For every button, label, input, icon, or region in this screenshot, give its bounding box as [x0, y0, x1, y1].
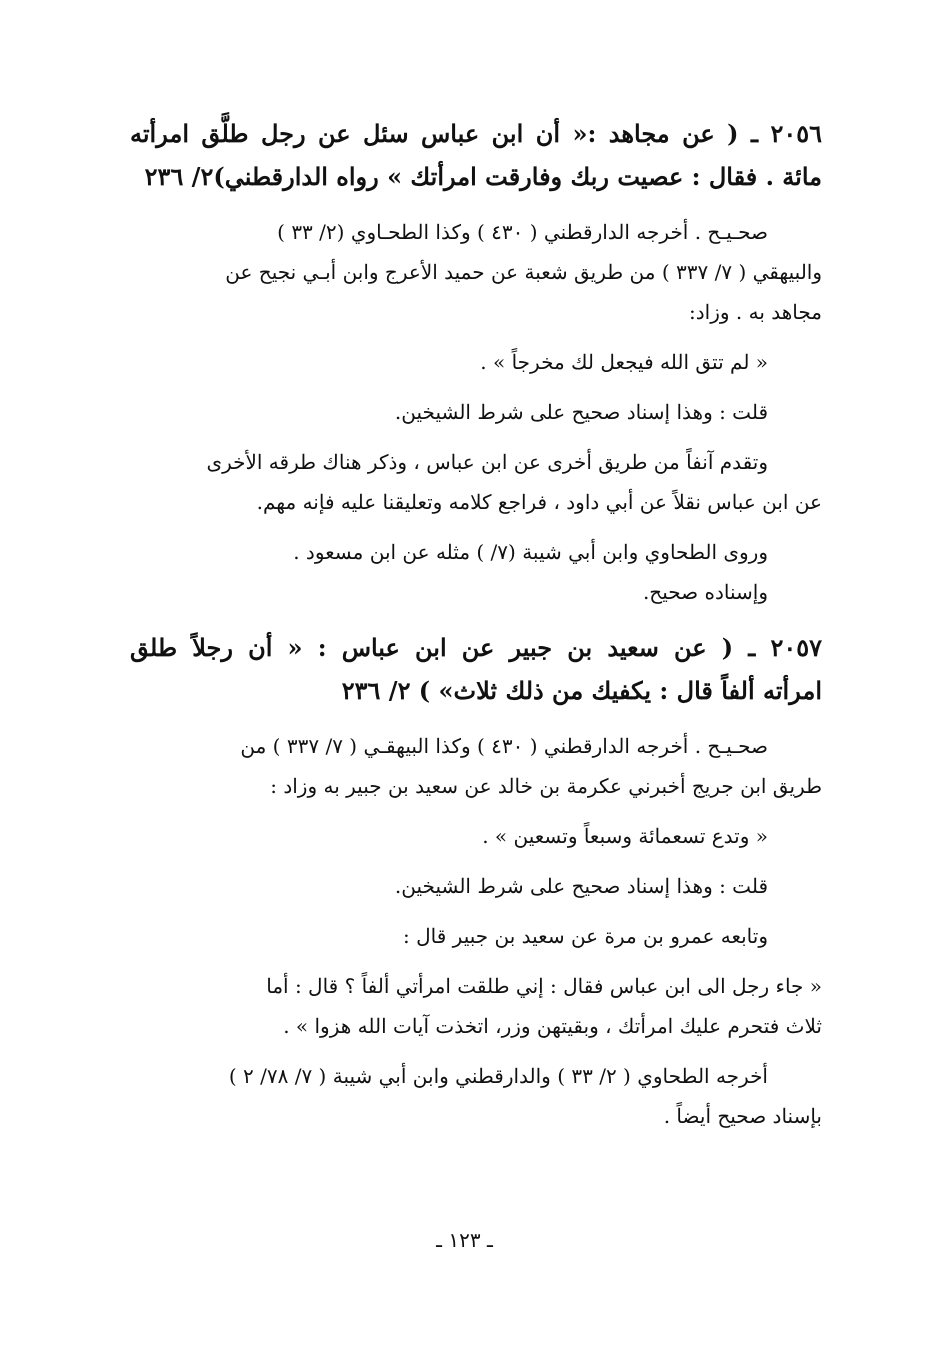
- takhrij-2056-line-1: صحـيـح . أخرجه الدارقطني ( ٤٣٠ ) وكذا الطحـاوي (٢/ ٣٣ ): [277, 220, 768, 244]
- page-number: ـ ١٢٣ ـ: [436, 1228, 493, 1252]
- cross-reference-line-2: عن ابن عباس نقلاً عن أبي داود ، فراجع كلامه وتعليقنا عليه فإنه مهم.: [256, 490, 822, 514]
- takhrij-2056-line-2: والبيهقي ( ٧/ ٣٣٧ ) من طريق شعبة عن حميد الأعرج وابن أبـي نجيح عن: [225, 260, 822, 284]
- takhrij-2056-line-3: مجاهد به . وزاد:: [689, 300, 822, 324]
- supporting-narration-line-2: ثلاث فتحرم عليك امرأتك ، وبقيتهن وزر، اتخذت آيات الله هزوا » .: [283, 1014, 822, 1038]
- quoted-addition-2056: « لم تتق الله فيجعل لك مخرجاً » .: [480, 350, 768, 374]
- cross-reference-line-1: وتقدم آنفاً من طريق أخرى عن ابن عباس ، وذكر هناك طرقه الأخرى: [206, 450, 768, 474]
- additional-narration-line-1: وروى الطحاوي وابن أبي شيبة (٧/ ) مثله عن ابن مسعود .: [293, 540, 768, 564]
- page-content: [130, 112, 822, 1136]
- takhrij-2057-line-1: صحـيـح . أخرجه الدارقطني ( ٤٣٠ ) وكذا البيهقـي ( ٧/ ٣٣٧ ) من: [240, 734, 768, 758]
- final-takhrij-line-1: أخرجه الطحاوي ( ٢/ ٣٣ ) والدارقطني وابن أبي شيبة ( ٧/ ٧٨/ ٢ ): [228, 1064, 768, 1088]
- supporting-narration-line-1: « جاء رجل الى ابن عباس فقال : إني طلقت امرأتي ألفاً ؟ قال : أما: [266, 974, 822, 998]
- author-note-2056: قلت : وهذا إسناد صحيح على شرط الشيخين.: [394, 400, 768, 424]
- hadith-2057-line-2: امرأته ألفاً قال : يكفيك من ذلك ثلاث» ) ٢/ ٢٣٦: [341, 676, 822, 705]
- additional-narration-line-2: وإسناده صحيح.: [642, 580, 768, 604]
- supporting-chain: وتابعه عمرو بن مرة عن سعيد بن جبير قال :: [403, 924, 768, 948]
- author-note-2057: قلت : وهذا إسناد صحيح على شرط الشيخين.: [394, 874, 768, 898]
- quoted-addition-2057: « وتدع تسعمائة وسبعاً وتسعين » .: [482, 824, 768, 848]
- hadith-2056-line-1: ٢٠٥٦ ـ ( عن مجاهد :« أن ابن عباس سئل عن رجل طلَّق امرأته: [130, 119, 822, 148]
- hadith-2056-line-2: مائة . فقال : عصيت ربك وفارقت امرأتك » رواه الدارقطني)٢/ ٢٣٦: [144, 162, 822, 191]
- takhrij-2057-line-2: طريق ابن جريج أخبرني عكرمة بن خالد عن سعيد بن جبير به وزاد :: [270, 774, 822, 798]
- final-takhrij-line-2: بإسناد صحيح أيضاً .: [663, 1104, 822, 1128]
- hadith-2057-line-1: ٢٠٥٧ ـ ( عن سعيد بن جبير عن ابن عباس : « أن رجلاً طلق: [130, 633, 822, 662]
